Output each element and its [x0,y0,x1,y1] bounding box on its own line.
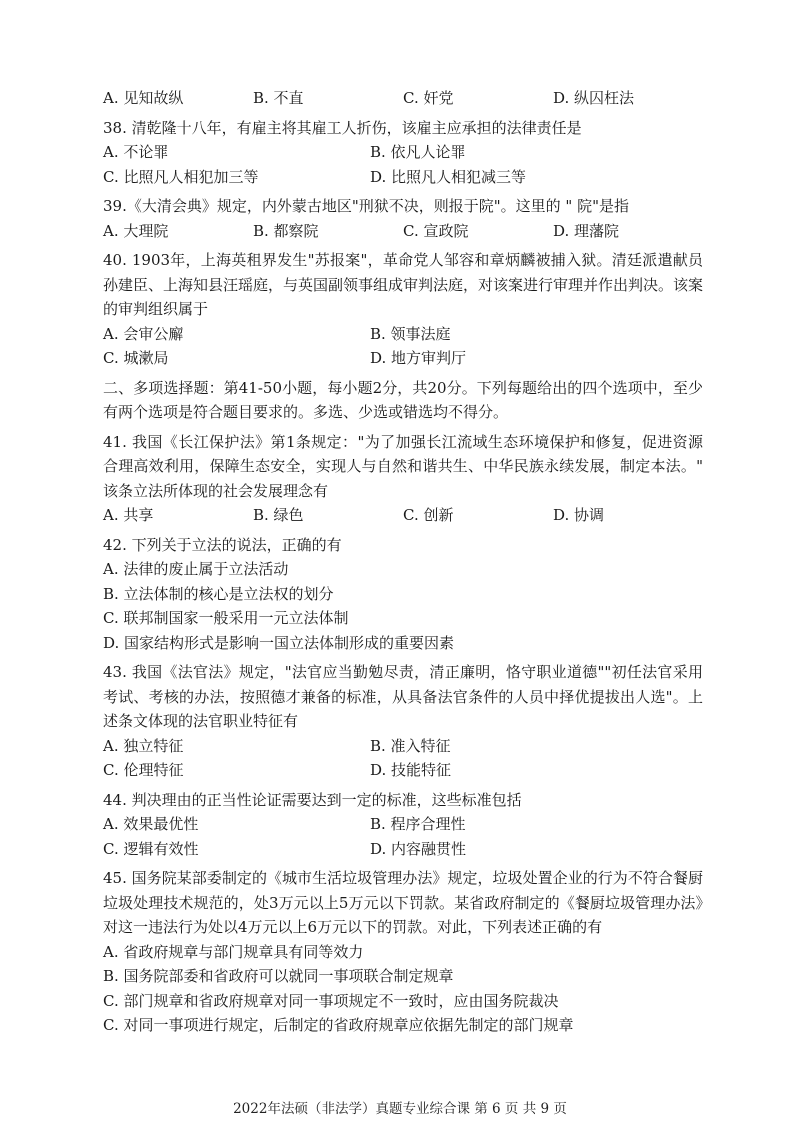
q38-option-c: C. 比照凡人相犯加三等 [103,167,259,186]
q44-option-c: C. 逻辑有效性 [103,839,199,858]
q39-option-d: D. 理藩院 [553,221,620,240]
q38-options-row2 [103,165,703,190]
q42-option-b: B. 立法体制的核心是立法权的划分 [103,584,334,603]
q38-option-d: D. 比照凡人相犯减三等 [370,167,527,186]
q41-option-d: D. 协调 [553,506,605,524]
q37-option-a: A. 见知故纵 [103,89,184,107]
q43-options-row2 [103,758,703,783]
q40-stem: 40. 1903年，上海英租界发生"苏报案"，革命党人邹容和章炳麟被捕入狱。清廷派遣献员孙建臣、上海知县汪瑶庭，与英国副领事组成审判法庭，对该案进行审理并作出判决。该案的审判组织属于 [103,251,704,318]
q41-option-b: B. 绿色 [253,506,304,524]
q38-options-row1 [103,140,703,165]
q40-option-d: D. 地方审判厅 [370,349,467,367]
q44-option-d: D. 内容融贯性 [370,839,467,858]
section2-heading: 二、多项选择题：第41-50小题，每小题2分，共20分。下列每题给出的四个选项中，至少有两个选项是符合题目要求的。多选、少选或错选均不得分。 [103,378,703,421]
q40-options-row2 [103,346,703,371]
q45-option-c: C. 部门规章和省政府规章对同一事项规定不一致时，应由国务院裁决 [103,991,559,1010]
q44-options-row1 [103,812,703,837]
q39-option-a: A. 大理院 [103,221,169,240]
q44-stem: 44. 判决理由的正当性论证需要达到一定的标准，这些标准包括 [103,790,522,809]
q45-stem: 45. 国务院某部委制定的《城市生活垃圾管理办法》规定，垃圾处置企业的行为不符合餐厨垃圾处理技术规范的，处3万元以上5万元以下罚款。某省政府制定的《餐厨垃圾管理办法》对这一违法行为处以4万元以上6万元以下的罚款。对此，下列表述正确的有 [103,869,703,936]
q37-option-b: B. 不直 [253,89,304,107]
q41-options [103,503,703,528]
q42-option-c: C. 联邦制国家一般采用一元立法体制 [103,609,349,627]
q37-option-c: C. 奸党 [403,89,454,107]
q40-option-a: A. 会审公廨 [103,324,184,343]
q41-option-c: C. 创新 [403,506,454,524]
q41-option-a: A. 共享 [103,506,154,524]
page-footer: 2022年法硕（非法学）真题专业综合课 第 6 页 共 9 页 [233,1101,567,1117]
q45-option-c-second: C. 对同一事项进行规定，后制定的省政府规章应依据先制定的部门规章 [103,1016,574,1034]
q45-option-b: B. 国务院部委和省政府可以就同一事项联合制定规章 [103,967,454,985]
q43-option-a: A. 独立特征 [103,736,184,755]
q43-options-row1 [103,734,703,759]
q42-option-d: D. 国家结构形式是影响一国立法体制形成的重要因素 [103,633,455,652]
q43-option-d: D. 技能特征 [370,761,452,779]
q39-option-b: B. 都察院 [253,221,319,240]
q38-stem: 38. 清乾隆十八年，有雇主将其雇工人折伤，该雇主应承担的法律责任是 [103,118,582,137]
q42-stem: 42. 下列关于立法的说法，正确的有 [103,535,342,554]
q44-option-a: A. 效果最优性 [103,815,199,833]
page-content [103,86,703,1038]
q40-options-row1 [103,322,703,347]
q39-options [103,219,703,244]
q38-option-a: A. 不论罪 [103,143,169,161]
q37-options [103,86,703,111]
q38-option-b: B. 依凡人论罪 [370,143,466,161]
q43-stem: 43. 我国《法官法》规定，"法官应当勤勉尽责，清正廉明，恪守职业道德""初任法官采用考试、考核的办法，按照德才兼备的标准，从具备法官条件的人员中择优提拔出人选"。上述条文体现的法官职业特征有 [103,663,703,730]
q44-option-b: B. 程序合理性 [370,815,466,833]
q37-option-d: D. 纵囚枉法 [553,89,635,107]
q45-option-a: A. 省政府规章与部门规章具有同等效力 [103,942,364,961]
q41-stem: 41. 我国《长江保护法》第1条规定："为了加强长江流域生态环境保护和修复，促进资源合理高效利用，保障生态安全，实现人与自然和谐共生、中华民族永续发展，制定本法。" 该条立法所体现的社会发展理念有 [103,432,703,500]
q40-option-b: B. 领事法庭 [370,324,451,343]
q43-option-c: C. 伦理特征 [103,761,184,779]
q44-options-row2 [103,837,703,862]
q40-option-c: C. 城漱局 [103,349,169,367]
q43-option-b: B. 准入特征 [370,736,451,755]
q39-option-c: C. 宣政院 [403,221,469,240]
q42-option-a: A. 法律的废止属于立法活动 [103,560,289,578]
q39-stem: 39.《大清会典》规定，内外蒙古地区"刑狱不决，则报于院"。这里的 " 院"是指 [103,197,629,215]
